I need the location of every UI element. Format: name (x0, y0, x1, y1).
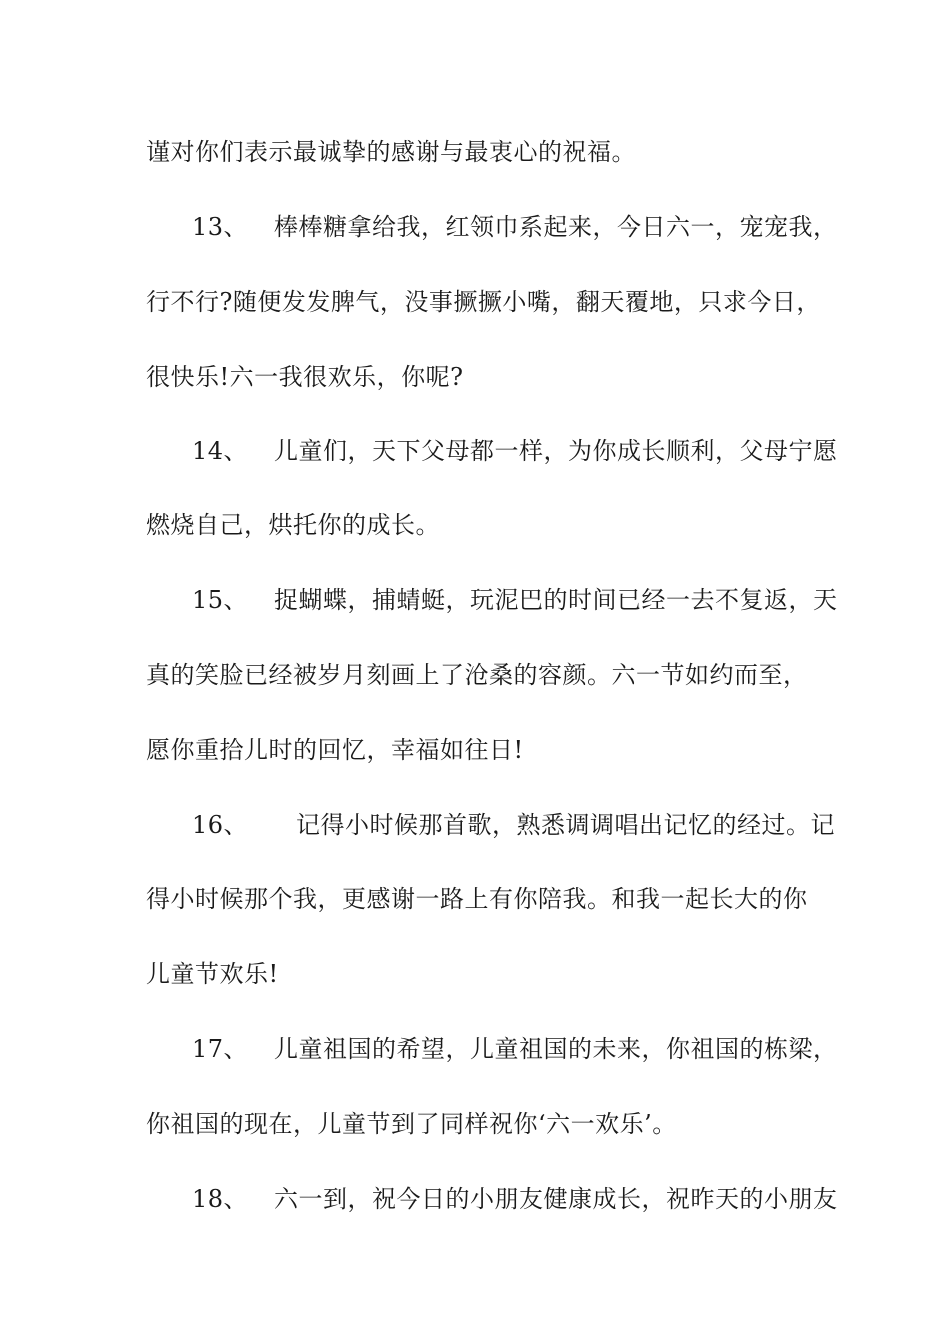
paragraph-18-line-1 (192, 1184, 838, 1214)
paragraph-14-line-2: 燃烧自己，烘托你的成长。 (146, 511, 440, 539)
paragraph-13-line-3: 很快乐!六一我很欢乐，你呢? (146, 363, 464, 391)
paragraph-text: 记得小时候那首歌，熟悉调调唱出记忆的经过。记 (296, 811, 836, 839)
opening-line: 谨对你们表示最诚挚的感谢与最衷心的祝福。 (146, 138, 636, 166)
item-number: 18、 (192, 1185, 249, 1213)
paragraph-text: 捉蝴蝶，捕蜻蜓，玩泥巴的时间已经一去不复返，天 (274, 586, 838, 614)
paragraph-14-line-1 (192, 436, 838, 466)
paragraph-text: 儿童们，天下父母都一样，为你成长顺利，父母宁愿 (274, 437, 838, 465)
paragraph-16-line-1 (192, 810, 835, 840)
paragraph-16-line-2: 得小时候那个我，更感谢一路上有你陪我。和我一起长大的你 (146, 885, 808, 913)
paragraph-17-line-1 (192, 1034, 838, 1064)
item-number: 17、 (192, 1035, 249, 1063)
paragraph-15-line-2: 真的笑脸已经被岁月刻画上了沧桑的容颜。六一节如约而至， (146, 661, 808, 689)
item-number: 13、 (192, 213, 249, 241)
paragraph-13-line-2: 行不行?随便发发脾气，没事撅撅小嘴，翻天覆地，只求今日， (146, 288, 821, 316)
paragraph-15-line-1 (192, 585, 838, 615)
paragraph-13-line-1 (192, 212, 838, 242)
item-number: 16、 (192, 811, 249, 839)
item-number: 14、 (192, 437, 249, 465)
paragraph-text: 六一到，祝今日的小朋友健康成长，祝昨天的小朋友 (274, 1185, 838, 1213)
paragraph-17-line-2: 你祖国的现在，儿童节到了同样祝你‘六一欢乐’。 (146, 1110, 677, 1138)
paragraph-text: 棒棒糖拿给我，红领巾系起来，今日六一，宠宠我， (274, 213, 838, 241)
paragraph-text: 儿童祖国的希望，儿童祖国的未来，你祖国的栋梁， (274, 1035, 838, 1063)
paragraph-16-line-3: 儿童节欢乐! (146, 960, 279, 988)
item-number: 15、 (192, 586, 249, 614)
paragraph-15-line-3: 愿你重拾儿时的回忆，幸福如往日! (146, 736, 524, 764)
